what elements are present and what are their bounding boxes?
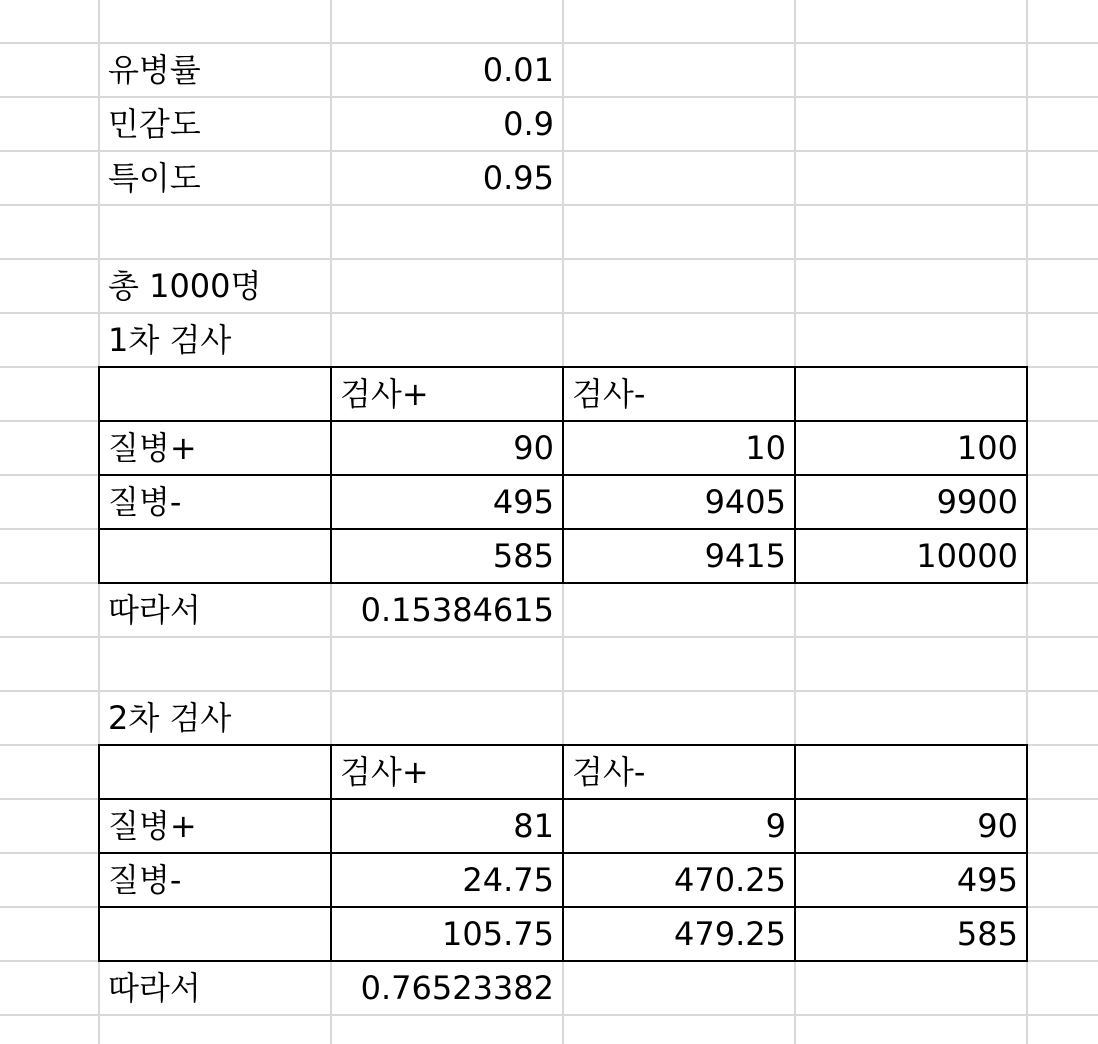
- test2-cell[interactable]: 105.75: [442, 915, 554, 953]
- prevalence-value[interactable]: 0.01: [482, 51, 554, 89]
- test1-title[interactable]: 1차 검사: [108, 321, 232, 359]
- test1-row-disease-negative-label[interactable]: 질병-: [108, 483, 182, 521]
- test2-row-disease-negative-label[interactable]: 질병-: [108, 861, 182, 899]
- test1-header-cell[interactable]: [100, 368, 330, 420]
- test1-row-disease-positive-label[interactable]: 질병+: [108, 429, 197, 467]
- specificity-value[interactable]: 0.95: [482, 159, 554, 197]
- test1-cell[interactable]: 9900: [936, 483, 1018, 521]
- test1-cell[interactable]: 495: [492, 483, 554, 521]
- test1-result-value[interactable]: 0.15384615: [360, 591, 554, 629]
- test1-cell[interactable]: 585: [492, 537, 554, 575]
- test1-cell[interactable]: 10: [745, 429, 786, 467]
- test2-cell[interactable]: 90: [977, 807, 1018, 845]
- test2-result-value[interactable]: 0.76523382: [360, 969, 554, 1007]
- test2-row-total-label[interactable]: [100, 908, 330, 960]
- test2-result-label[interactable]: 따라서: [108, 969, 201, 1007]
- sensitivity-label[interactable]: 민감도: [108, 105, 201, 143]
- test2-row-disease-positive-label[interactable]: 질병+: [108, 807, 197, 845]
- row-gridline: [0, 204, 1098, 206]
- test2-cell[interactable]: 495: [956, 861, 1018, 899]
- test2-cell[interactable]: 479.25: [674, 915, 786, 953]
- test2-cell[interactable]: 585: [956, 915, 1018, 953]
- row-gridline: [0, 1014, 1098, 1016]
- test2-cell[interactable]: 470.25: [674, 861, 786, 899]
- test2-title[interactable]: 2차 검사: [108, 699, 232, 737]
- column-gridline: [1026, 0, 1028, 1044]
- test1-result-label[interactable]: 따라서: [108, 591, 201, 629]
- test1-cell[interactable]: 100: [956, 429, 1018, 467]
- test1-cell[interactable]: 10000: [916, 537, 1018, 575]
- test1-header-cell[interactable]: [796, 368, 1026, 420]
- sensitivity-value[interactable]: 0.9: [503, 105, 554, 143]
- specificity-label[interactable]: 특이도: [108, 159, 201, 197]
- test1-cell[interactable]: 90: [513, 429, 554, 467]
- total-count-label[interactable]: 총 1000명: [108, 267, 262, 305]
- test1-row-total-label[interactable]: [100, 530, 330, 582]
- test2-header-cell[interactable]: [100, 746, 330, 798]
- test1-header-test-positive[interactable]: 검사+: [340, 375, 429, 413]
- test1-cell[interactable]: 9415: [704, 537, 786, 575]
- test2-header-cell[interactable]: [796, 746, 1026, 798]
- test2-cell[interactable]: 9: [765, 807, 786, 845]
- test1-header-test-negative[interactable]: 검사-: [572, 375, 646, 413]
- test1-cell[interactable]: 9405: [704, 483, 786, 521]
- test2-header-test-negative[interactable]: 검사-: [572, 753, 646, 791]
- test2-cell[interactable]: 24.75: [462, 861, 554, 899]
- test2-header-test-positive[interactable]: 검사+: [340, 753, 429, 791]
- test2-cell[interactable]: 81: [513, 807, 554, 845]
- row-gridline: [0, 636, 1098, 638]
- prevalence-label[interactable]: 유병률: [108, 51, 201, 89]
